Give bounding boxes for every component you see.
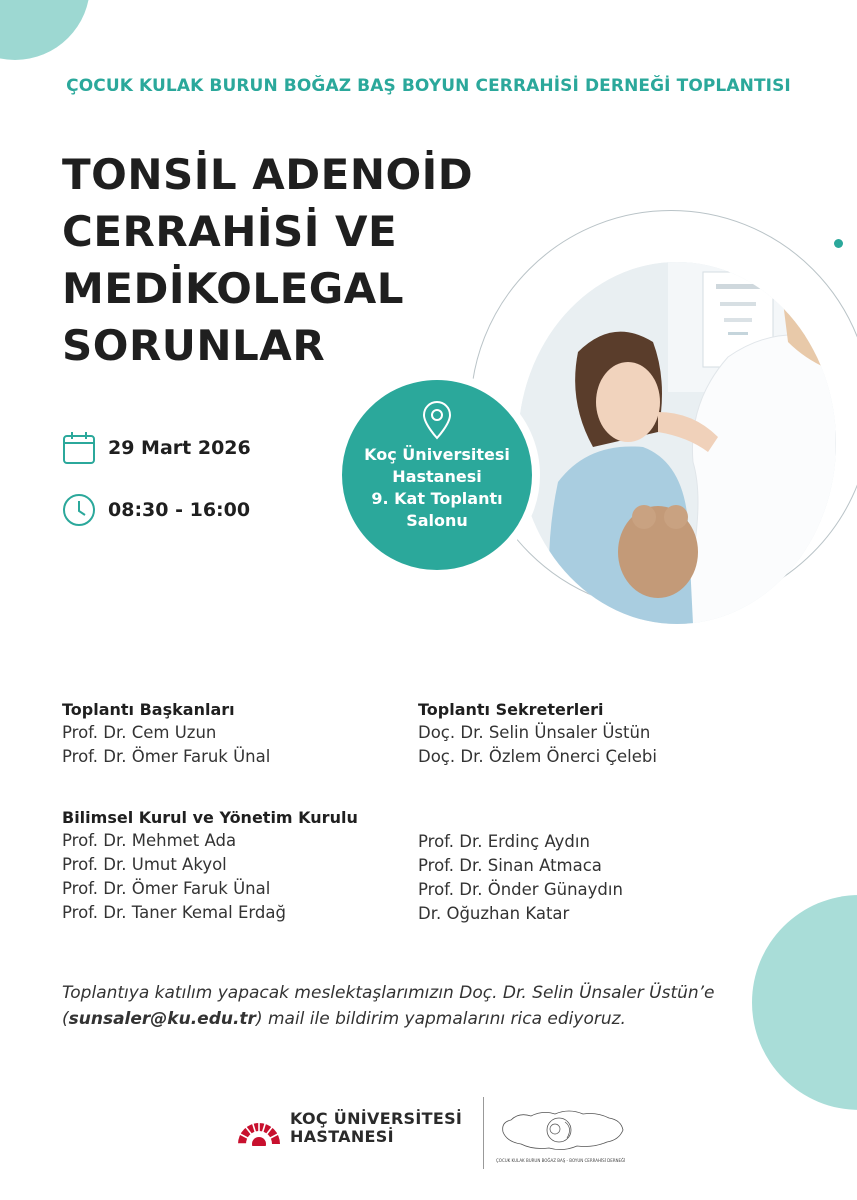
note-line-2-rest: ) mail ile bildirim yapmalarını rica ediyoruz. — [255, 1009, 626, 1029]
person-name: Dr. Oğuzhan Katar — [418, 904, 570, 923]
person-name: Prof. Dr. Erdinç Aydın — [418, 832, 590, 851]
person-name: Prof. Dr. Önder Günaydın — [418, 880, 623, 899]
event-title-line: MEDİKOLEGAL — [62, 264, 405, 313]
secretaries-heading: Toplantı Sekreterleri — [418, 700, 604, 719]
event-title-line: SORUNLAR — [62, 321, 326, 370]
date-row — [62, 431, 251, 465]
clock-icon — [62, 493, 96, 527]
person-name: Doç. Dr. Özlem Önerci Çelebi — [418, 747, 657, 766]
note-line-1: Toplantıya katılım yapacak meslektaşlarımızın Doç. Dr. Selin Ünsaler Üstün’e — [62, 983, 715, 1003]
event-title — [62, 146, 532, 374]
event-title-line: CERRAHİSİ VE — [62, 207, 398, 256]
person-name: Doç. Dr. Selin Ünsaler Üstün — [418, 723, 651, 742]
doctor-child-photo — [518, 262, 836, 624]
chairs-section — [62, 700, 270, 769]
calendar-icon — [62, 431, 96, 465]
venue-name — [342, 444, 532, 532]
corner-circle-top-left — [0, 0, 90, 60]
chairs-heading: Toplantı Başkanları — [62, 700, 235, 719]
person-name: Prof. Dr. Ömer Faruk Ünal — [62, 879, 271, 898]
person-name: Prof. Dr. Mehmet Ada — [62, 831, 237, 850]
time-row — [62, 493, 250, 527]
board-section-right — [418, 830, 623, 926]
venue-line: Koç Üniversitesi — [364, 445, 510, 464]
ring-dot — [834, 239, 843, 248]
person-name: Prof. Dr. Ömer Faruk Ünal — [62, 747, 271, 766]
footer-divider — [483, 1097, 484, 1169]
corner-circle-bottom-right — [752, 895, 857, 1110]
venue-line: Salonu — [406, 511, 468, 530]
logo-line: KOÇ ÜNİVERSİTESİ — [290, 1109, 463, 1128]
organization-title: ÇOCUK KULAK BURUN BOĞAZ BAŞ BOYUN CERRAHİSİ DERNEĞİ TOPLANTISI — [66, 76, 791, 96]
koc-sun-logo-icon — [236, 1106, 282, 1150]
event-date: 29 Mart 2026 — [108, 437, 251, 459]
location-pin-icon — [420, 400, 454, 440]
koc-hospital-name — [290, 1110, 462, 1146]
koc-hospital-logo — [236, 1106, 462, 1150]
association-map-logo — [497, 1102, 627, 1164]
venue-line: 9. Kat Toplantı — [371, 489, 503, 508]
registration-note — [62, 980, 762, 1032]
contact-email-link[interactable]: sunsaler@ku.edu.tr — [68, 1009, 256, 1029]
logo-line: HASTANESİ — [290, 1127, 394, 1146]
note-open-paren: ( — [62, 1009, 69, 1029]
board-section — [62, 808, 358, 925]
venue-badge — [334, 372, 540, 578]
venue-line: Hastanesi — [392, 467, 482, 486]
association-caption: ÇOCUK KULAK BURUN BOĞAZ BAŞ - BOYUN CERRAHİSİ DERNEĞİ — [496, 1158, 626, 1163]
person-name: Prof. Dr. Taner Kemal Erdağ — [62, 903, 286, 922]
note-line-2 — [62, 1006, 762, 1032]
person-name: Prof. Dr. Umut Akyol — [62, 855, 227, 874]
secretaries-section — [418, 700, 657, 769]
board-heading: Bilimsel Kurul ve Yönetim Kurulu — [62, 808, 358, 827]
event-title-line: TONSİL ADENOİD — [62, 150, 474, 199]
person-name: Prof. Dr. Cem Uzun — [62, 723, 217, 742]
event-time: 08:30 - 16:00 — [108, 499, 251, 521]
person-name: Prof. Dr. Sinan Atmaca — [418, 856, 602, 875]
